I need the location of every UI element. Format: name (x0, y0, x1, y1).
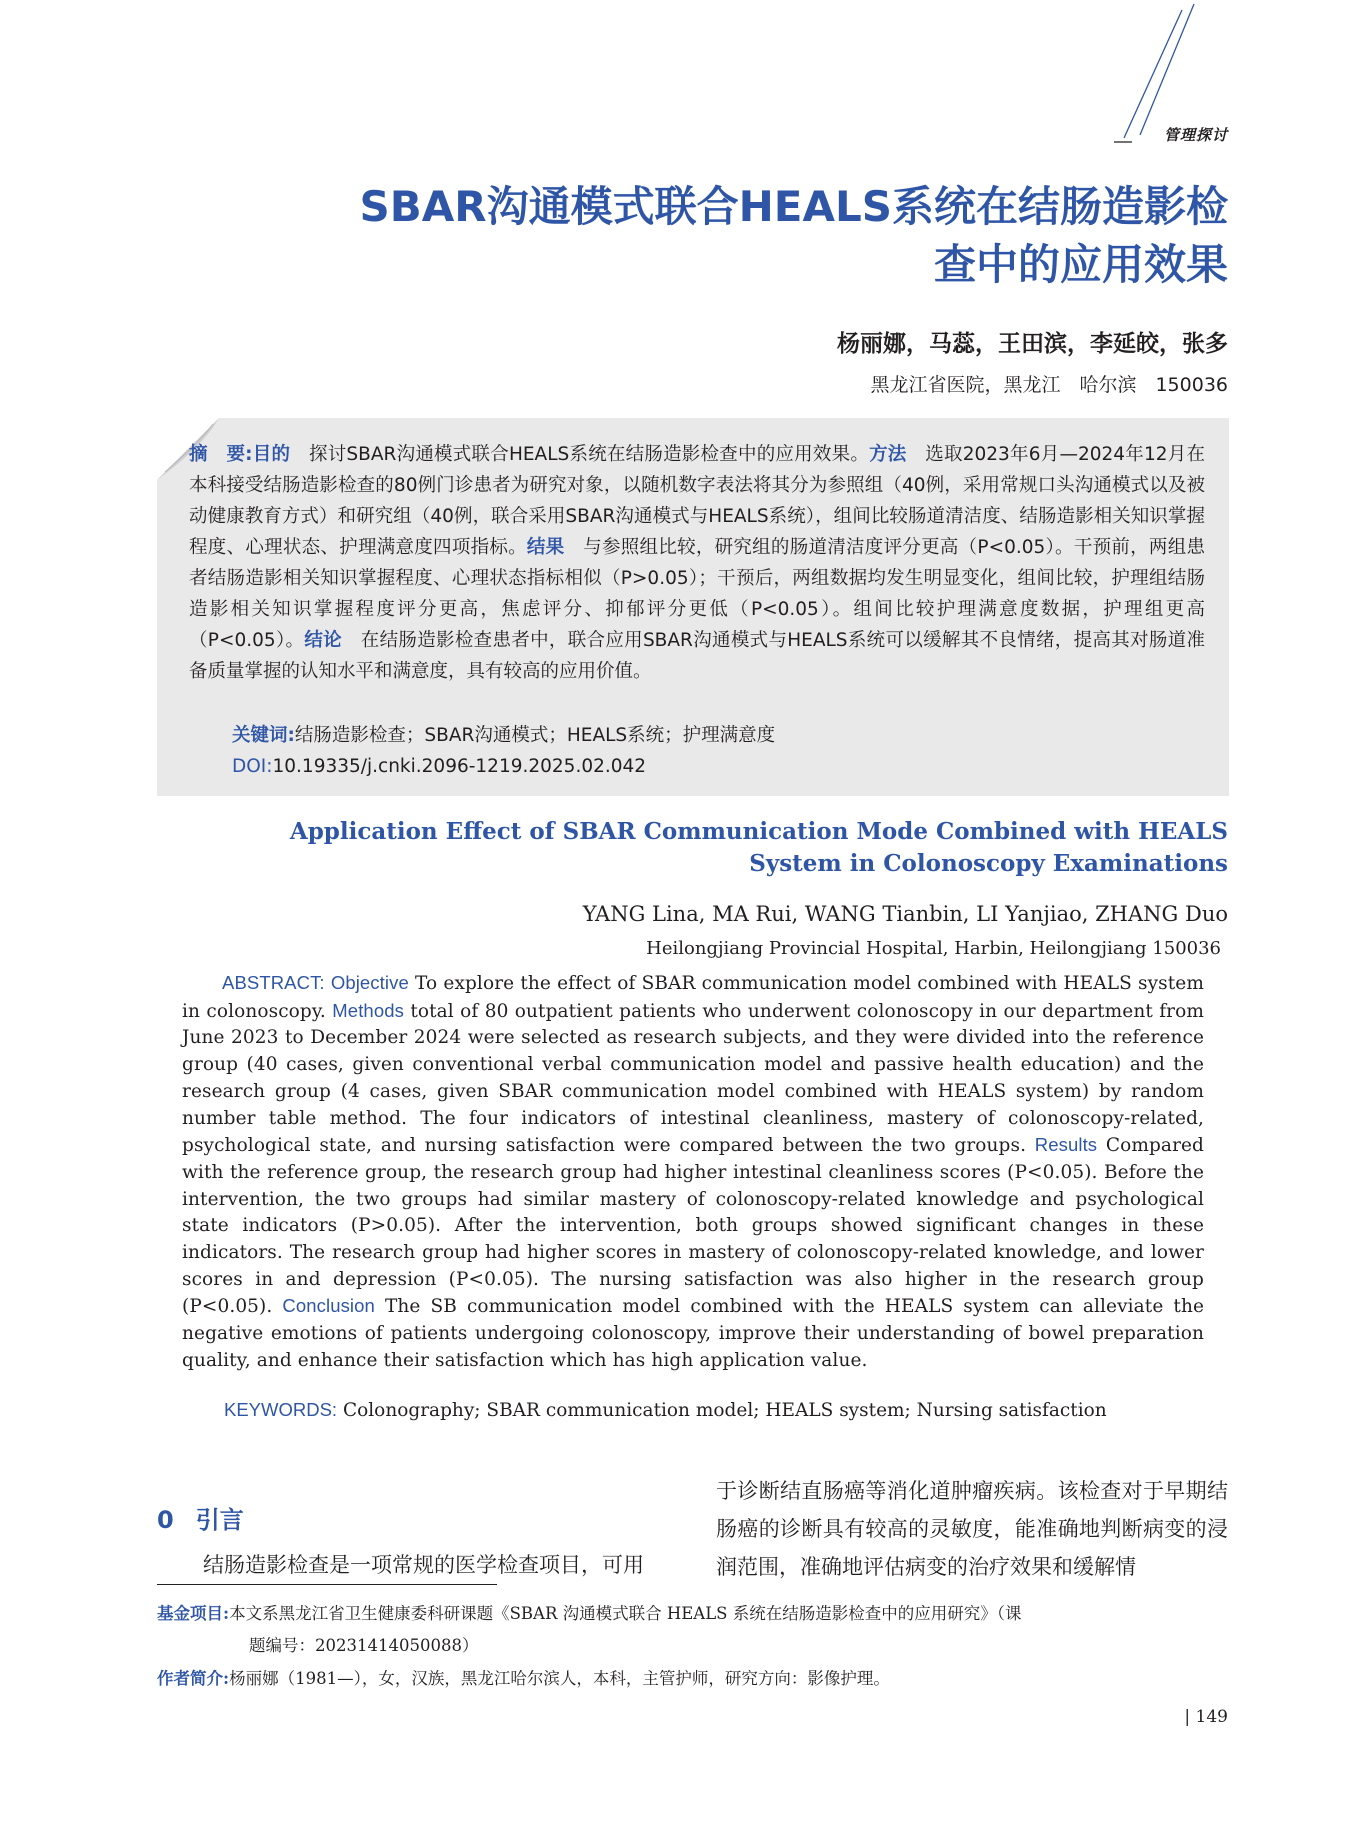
title-chinese: SBAR沟通模式联合HEALS系统在结肠造影检查中的应用效果 (359, 182, 1228, 289)
conclusion-label: 结论 (304, 630, 342, 651)
title-english: Application Effect of SBAR Communication Mode Combined with HEALS System in Colonoscopy Examinations (289, 818, 1228, 877)
objective-text: To explore the effect of SBAR communication model combined with HEALS system in colonoscopy. (182, 973, 1204, 1022)
keywords-english (224, 1397, 1107, 1424)
conclusion-text: 在结肠造影检查患者中，联合应用SBAR沟通模式与HEALS系统可以缓解其不良情绪，提高其对肠道准备质量掌握的认知水平和满意度，具有较高的应用价值。 (189, 630, 1205, 682)
conclusion-label-en: Conclusion (282, 1295, 375, 1317)
doi-label: DOI: (232, 756, 273, 777)
methods-label-en: Methods (332, 999, 404, 1021)
fund-text-line1: 本文系黑龙江省卫生健康委科研课题《SBAR 沟通模式联合 HEALS 系统在结肠造影检查中的应用研究》（课 (229, 1604, 1022, 1623)
author-label: 作者简介: (157, 1669, 230, 1688)
fund-label: 基金项目: (157, 1604, 230, 1623)
purpose-text: 探讨SBAR沟通模式联合HEALS系统在结肠造影检查中的应用效果。 (308, 444, 870, 465)
results-text-en: Compared with the reference group, the research group had higher intestinal cleanliness scores (P<0.05). Before the intervention, the two groups had similar mastery of colonoscopy-related knowledge and psychological state indicators (P>0.05). After the intervention, both groups showed significant changes in these indicators. The research group had higher scores in mastery of colonoscopy-related knowledge, and lower scores in and depression (P<0.05). The nursing satisfaction was also higher in the research group (P<0.05). (182, 1135, 1205, 1318)
keywords-text: 结肠造影检查；SBAR沟通模式；HEALS系统；护理满意度 (294, 725, 776, 746)
keywords-chinese (232, 720, 775, 751)
methods-label: 方法 (869, 444, 907, 465)
conclusion-text-en: The SB communication model combined with the HEALS system can alleviate the negative emotions of patients undergoing colonoscopy, improve their understanding of bowel preparation quality, and enhance their satisfaction which has high application value. (182, 1296, 1205, 1371)
footnote-author (157, 1664, 890, 1694)
abstract-head: 摘 要: (189, 444, 253, 465)
keywords-label-en: KEYWORDS: (224, 1399, 338, 1420)
affiliation-english: Heilongjiang Provincial Hospital, Harbin, Heilongjiang 150036 (646, 938, 1221, 959)
objective-label: Objective (330, 972, 409, 993)
methods-text: 选取2023年6月—2024年12月在本科接受结肠造影检查的80例门诊患者为研究对象，以随机数字表法将其分为参照组（40例，采用常规口头沟通模式以及被动健康教育方式）和研究组（40例，联合采用SBAR沟通模式与HEALS系统），组间比较肠道清洁度、结肠造影相关知识掌握程度、心理状态、护理满意度四项指标。 (189, 444, 1205, 558)
authors-chinese: 杨丽娜，马蕊，王田滨，李延皎，张多 (837, 331, 1228, 357)
doi (232, 751, 646, 782)
affiliation-chinese: 黑龙江省医院，黑龙江 哈尔滨 150036 (870, 374, 1228, 396)
authors-english: YANG Lina, MA Rui, WANG Tianbin, LI Yanjiao, ZHANG Duo (582, 902, 1228, 926)
body-text-left: 结肠造影检查是一项常规的医学检查项目，可用 (203, 1553, 644, 1577)
section-heading (157, 1500, 244, 1535)
fund-text-line2: 题编号：20231414050088） (249, 1636, 479, 1655)
page-number: | 149 (1184, 1707, 1228, 1727)
purpose-label: 目的 (252, 444, 291, 465)
abstract-label-en: ABSTRACT: (222, 972, 325, 993)
section-title: 引言 (195, 1506, 244, 1534)
results-label: 结果 (526, 537, 565, 558)
author-text: 杨丽娜（1981—），女，汉族，黑龙江哈尔滨人，本科，主管护师，研究方向：影像护理。 (229, 1669, 890, 1688)
results-text: 与参照组比较，研究组的肠道清洁度评分更高（P<0.05）。干预前，两组患者结肠造影相关知识掌握程度、心理状态指标相似（P>0.05）；干预后，两组数据均发生明显变化，组间比较，护理组结肠造影相关知识掌握程度评分更高，焦虑评分、抑郁评分更低（P<0.05）。组间比较护理满意度数据，护理组更高（P<0.05）。 (189, 537, 1205, 651)
abstract-chinese (189, 439, 1205, 687)
abstract-english (182, 970, 1204, 1375)
footnote-fund (157, 1598, 1232, 1662)
doi-value: 10.19335/j.cnki.2096-1219.2025.02.042 (272, 756, 647, 777)
results-label-en: Results (1034, 1134, 1098, 1156)
section-tag: 管理探讨 (1163, 126, 1228, 144)
footnote-rule (157, 1584, 497, 1585)
keywords-text-en: Colonography; SBAR communication model; HEALS system; Nursing satisfaction (342, 1400, 1107, 1421)
keywords-label: 关键词: (232, 725, 295, 746)
section-number: 0 (157, 1506, 174, 1534)
methods-text-en: total of 80 outpatient patients who underwent colonoscopy in our department from June 2023 to December 2024 were selected as research subjects, and they were divided into the reference group (40 cases, given conventional verbal communication model and passive health education) and the research group (4 cases, given SBAR communication model combined with HEALS system) by random number table method. The four indicators of intestinal cleanliness, mastery of colonoscopy-related, psychological state, and nursing satisfaction were compared between the two groups. (182, 1000, 1205, 1157)
body-text-right: 于诊断结直肠癌等消化道肿瘤疾病。该检查对于早期结肠癌的诊断具有较高的灵敏度，能准确地判断病变的浸润范围，准确地评估病变的治疗效果和缓解情 (716, 1479, 1228, 1579)
